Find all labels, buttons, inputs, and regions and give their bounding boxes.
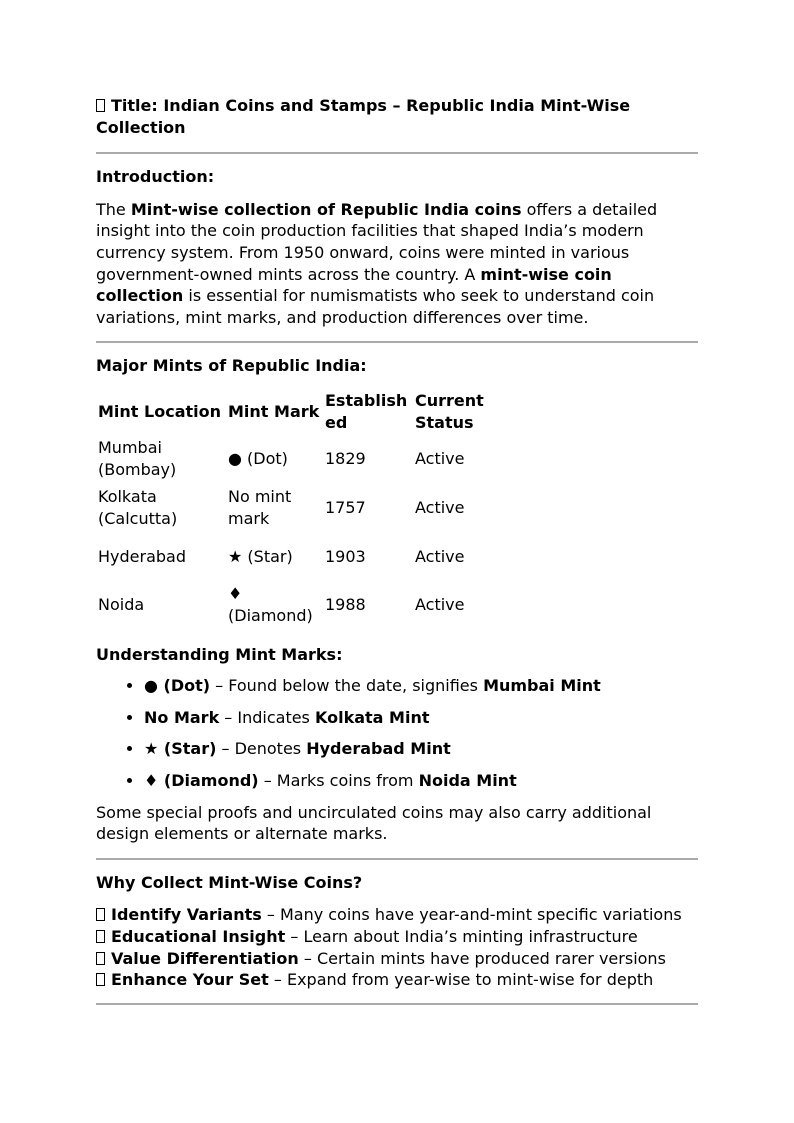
cell-status: Active [415, 448, 465, 468]
mark-text: – Indicates [219, 707, 315, 727]
column-header: Mint Mark [228, 401, 320, 421]
divider [96, 1003, 698, 1005]
cell-location: Mumbai (Bombay) [98, 438, 177, 479]
cell-mark: ♦ (Diamond) [228, 584, 313, 626]
cell-status: Active [415, 498, 465, 518]
list-item [144, 675, 698, 697]
cell-mark: ● (Dot) [228, 448, 288, 468]
intro-text-1: The [96, 199, 131, 219]
mark-text: – Marks coins from [258, 771, 419, 791]
cell-mark: No mint mark [228, 487, 292, 528]
missing-glyph-icon [96, 930, 105, 943]
mark-mint: Noida Mint [418, 771, 517, 791]
list-item [144, 738, 698, 760]
marks-list [96, 675, 698, 791]
why-heading: Why Collect Mint-Wise Coins? [96, 872, 363, 892]
cell-mark: ★ (Star) [228, 546, 293, 566]
mark-text: – Found below the date, signifies [210, 676, 484, 696]
intro-bold-1: Mint-wise collection of Republic India coins [130, 199, 522, 219]
mints-heading: Major Mints of Republic India: [96, 356, 367, 376]
benefit-title: Identify Variants [111, 905, 262, 925]
intro-paragraph [96, 199, 698, 329]
list-item [96, 926, 698, 948]
cell-status: Active [415, 546, 465, 566]
table-row [96, 483, 507, 532]
mark-text: – Denotes [216, 739, 307, 759]
intro-heading: Introduction: [96, 167, 215, 187]
marks-heading: Understanding Mint Marks: [96, 644, 343, 664]
list-item [144, 707, 698, 729]
cell-established: 1829 [325, 448, 366, 468]
benefit-title: Enhance Your Set [111, 970, 269, 990]
benefit-text: – Learn about India’s minting infrastructure [285, 927, 638, 946]
missing-glyph-icon [96, 973, 105, 986]
benefit-text: – Expand from year-wise to mint-wise for depth [268, 970, 654, 990]
column-header: Establish ed [325, 390, 408, 432]
table-row [96, 532, 507, 580]
benefit-text: – Certain mints have produced rarer versions [298, 948, 666, 968]
divider [96, 341, 698, 343]
benefits-list [96, 904, 698, 990]
benefit-text: – Many coins have year-and-mint specific variations [261, 905, 682, 925]
cell-location: Hyderabad [98, 546, 186, 566]
cell-location: Kolkata (Calcutta) [98, 487, 178, 528]
list-item [144, 770, 698, 792]
table-row [96, 580, 507, 629]
marks-note: Some special proofs and uncirculated coins may also carry additional design elements or alternate marks. [96, 802, 652, 844]
benefit-title: Educational Insight [111, 927, 286, 946]
list-item [96, 904, 698, 926]
mark-mint: Mumbai Mint [483, 676, 601, 696]
mark-mint: Hyderabad Mint [306, 739, 451, 759]
mark-mint: Kolkata Mint [314, 707, 430, 727]
list-item [96, 969, 698, 991]
divider [96, 858, 698, 860]
intro-text-3: is essential for numismatists who seek to understand coin variations, mint marks, and production differences over time. [96, 286, 655, 327]
table-header-row [96, 389, 507, 434]
mark-symbol: ★ (Star) [144, 739, 217, 759]
cell-location: Noida [98, 595, 145, 615]
column-header: Mint Location [98, 401, 221, 421]
mark-symbol: ● (Dot) [144, 676, 211, 696]
cell-established: 1903 [325, 546, 366, 566]
missing-glyph-icon [96, 952, 105, 965]
document-title [96, 95, 698, 139]
cell-status: Active [415, 595, 465, 615]
intro-bold-2: mint-wise coin collection [96, 264, 612, 306]
mark-symbol: ♦ (Diamond) [144, 771, 259, 791]
divider [96, 152, 698, 154]
title-text: Title: Indian Coins and Stamps – Republic India Mint-Wise Collection [96, 96, 631, 138]
table-row [96, 434, 507, 483]
mints-table [96, 389, 507, 630]
cell-established: 1988 [325, 595, 366, 615]
mark-symbol: No Mark [144, 707, 220, 727]
cell-established: 1757 [325, 498, 366, 518]
list-item [96, 948, 698, 970]
intro-text-2: offers a detailed insight into the coin production facilities that shaped India’s modern currency system. From 1950 onward, coins were minted in various government-owned mints across the country. A [96, 199, 658, 284]
missing-glyph-icon [96, 99, 105, 112]
missing-glyph-icon [96, 908, 105, 921]
column-header: Current Status [415, 390, 484, 432]
benefit-title: Value Differentiation [111, 948, 299, 968]
